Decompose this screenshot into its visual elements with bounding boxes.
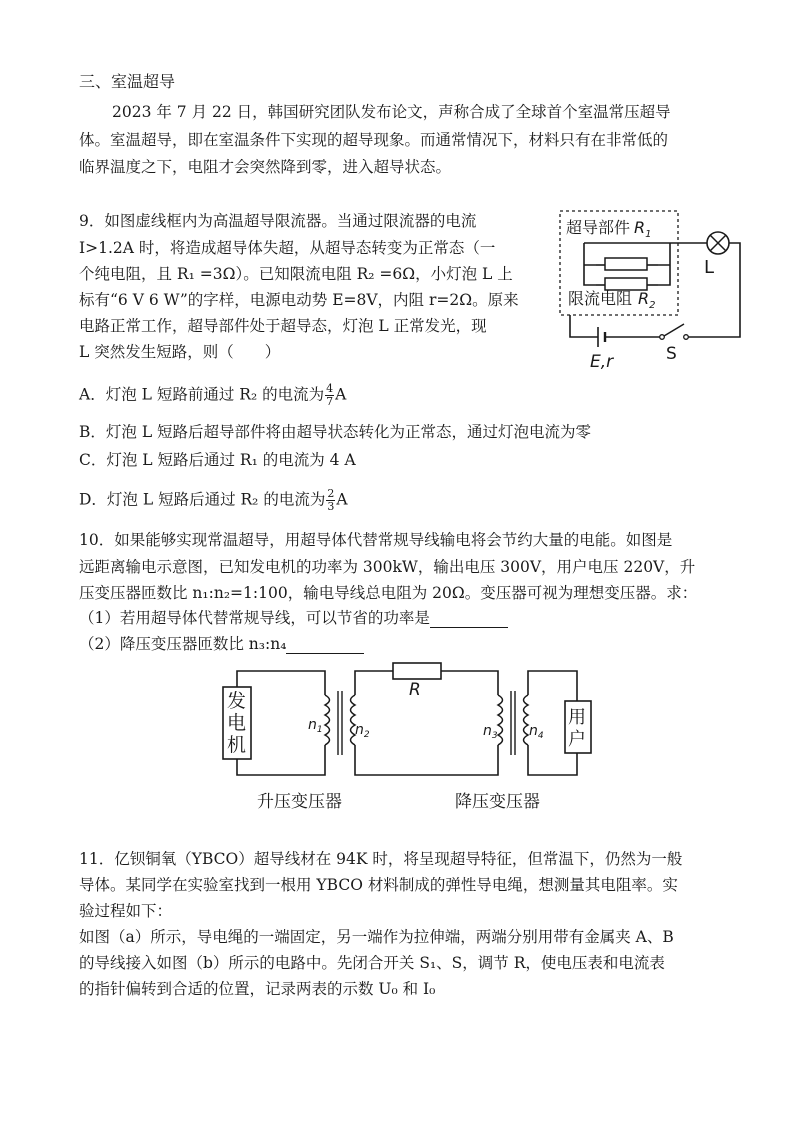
n2-label: $n_2$ bbox=[355, 722, 370, 740]
fraction: $\frac{2}{3}$ bbox=[327, 487, 335, 513]
r1-label: $R_1$ bbox=[634, 218, 652, 240]
generator-char: 机 bbox=[227, 734, 247, 756]
section-title: 三、室温超导 bbox=[79, 72, 176, 91]
q10-sub2: （2）降压变压器匝数比 n₃:n₄ bbox=[79, 634, 364, 654]
answer-blank[interactable] bbox=[430, 611, 508, 628]
switch-contact bbox=[660, 335, 665, 340]
q10-transmission-diagram bbox=[215, 655, 615, 817]
lamp-label: L bbox=[704, 257, 715, 278]
q10-line: 远距离输电示意图，已知发电机的功率为 300kW，输出电压 300V，用户电压 220V，升 bbox=[79, 558, 696, 576]
q9-line: L 突然发生短路，则（ ） bbox=[79, 343, 281, 361]
coil-n1 bbox=[325, 695, 330, 745]
q9-option-a: A．灯泡 L 短路前通过 R₂ 的电流为 $\frac{4}{7}$ A bbox=[79, 382, 347, 408]
coil-n4 bbox=[524, 695, 529, 745]
user-char: 用 bbox=[568, 707, 586, 728]
q10-line: 压变压器匝数比 n₁:n₂=1:100，输电导线总电阻为 20Ω。变压器可视为理想变压器。求： bbox=[79, 584, 698, 602]
q11-line: 的导线接入如图（b）所示的电路中。先闭合开关 S₁、S，调节 R，使电压表和电流表 bbox=[79, 954, 665, 972]
user-char: 户 bbox=[568, 729, 586, 750]
coil-n3 bbox=[498, 695, 503, 745]
q11-line: 的指针偏转到合适的位置，记录两表的示数 U₀ 和 I₀ bbox=[79, 980, 436, 998]
answer-blank[interactable] bbox=[286, 637, 364, 654]
q9-line: 个纯电阻，且 R₁ =3Ω）。已知限流电阻 R₂ =6Ω，小灯泡 L 上 bbox=[79, 265, 513, 283]
step-down-caption: 降压变压器 bbox=[455, 792, 540, 812]
q11-line: 验过程如下： bbox=[79, 902, 173, 920]
generator-char: 发 bbox=[227, 690, 247, 712]
q9-option-d: D．灯泡 L 短路后通过 R₂ 的电流为 $\frac{2}{3}$ A bbox=[79, 487, 348, 513]
fraction: $\frac{4}{7}$ bbox=[326, 382, 334, 408]
q11-line: 导体。某同学在实验室找到一根用 YBCO 材料制成的弹性导电绳，想测量其电阻率。实 bbox=[79, 876, 678, 894]
q11-line: 如图（a）所示，导电绳的一端固定，另一端作为拉伸端，两端分别用带有金属夹 A、B bbox=[79, 928, 674, 946]
q9-circuit-diagram bbox=[548, 205, 748, 375]
switch-label: S bbox=[666, 344, 677, 364]
resistor-label: R bbox=[409, 680, 421, 700]
switch-contact bbox=[684, 335, 689, 340]
superconductor-label: 超导部件 bbox=[566, 218, 631, 237]
q9-option-b: B．灯泡 L 短路后超导部件将由超导状态转化为正常态，通过灯泡电流为零 bbox=[79, 423, 592, 441]
generator-char: 电 bbox=[227, 712, 247, 734]
q10-line: 10．如果能够实现常温超导，用超导体代替常规导线输电将会节约大量的电能。如图是 bbox=[79, 531, 673, 549]
q9-line: 9．如图虚线框内为高温超导限流器。当通过限流器的电流 bbox=[79, 212, 477, 230]
q9-line: 电路正常工作，超导部件处于超导态，灯泡 L 正常发光，现 bbox=[79, 317, 487, 335]
q9-option-c: C．灯泡 L 短路后通过 R₁ 的电流为 4 A bbox=[79, 451, 356, 469]
q11-line: 11．亿钡铜氧（YBCO）超导线材在 94K 时，将呈现超导特征，但常温下，仍然为一般 bbox=[79, 850, 683, 868]
switch-lever bbox=[664, 324, 684, 336]
q10-sub1: （1）若用超导体代替常规导线，可以节省的功率是 bbox=[79, 608, 508, 628]
r2-label: $R_2$ bbox=[638, 289, 656, 311]
r1-resistor bbox=[605, 258, 647, 270]
q9-line: 标有“6 V 6 W”的字样，电源电动势 E=8V，内阻 r=2Ω。原来 bbox=[79, 291, 519, 309]
q9-line: I>1.2A 时，将造成超导体失超，从超导态转变为正常态（一 bbox=[79, 239, 496, 257]
intro-line: 2023 年 7 月 22 日，韩国研究团队发布论文，声称合成了全球首个室温常压超导 bbox=[112, 103, 671, 121]
intro-line: 体。室温超导，即在室温条件下实现的超导现象。而通常情况下，材料只有在非常低的 bbox=[79, 131, 669, 149]
limit-resistor-label: 限流电阻 bbox=[568, 289, 633, 308]
n1-label: $n_1$ bbox=[308, 717, 323, 735]
n3-label: $n_3$ bbox=[483, 723, 498, 741]
source-label: E,r bbox=[590, 352, 614, 372]
step-up-caption: 升压变压器 bbox=[257, 792, 342, 812]
main-wire bbox=[584, 243, 718, 285]
line-resistor bbox=[393, 663, 441, 679]
intro-line: 临界温度之下，电阻才会突然降到零，进入超导状态。 bbox=[79, 158, 452, 176]
n4-label: $n_4$ bbox=[529, 723, 544, 741]
